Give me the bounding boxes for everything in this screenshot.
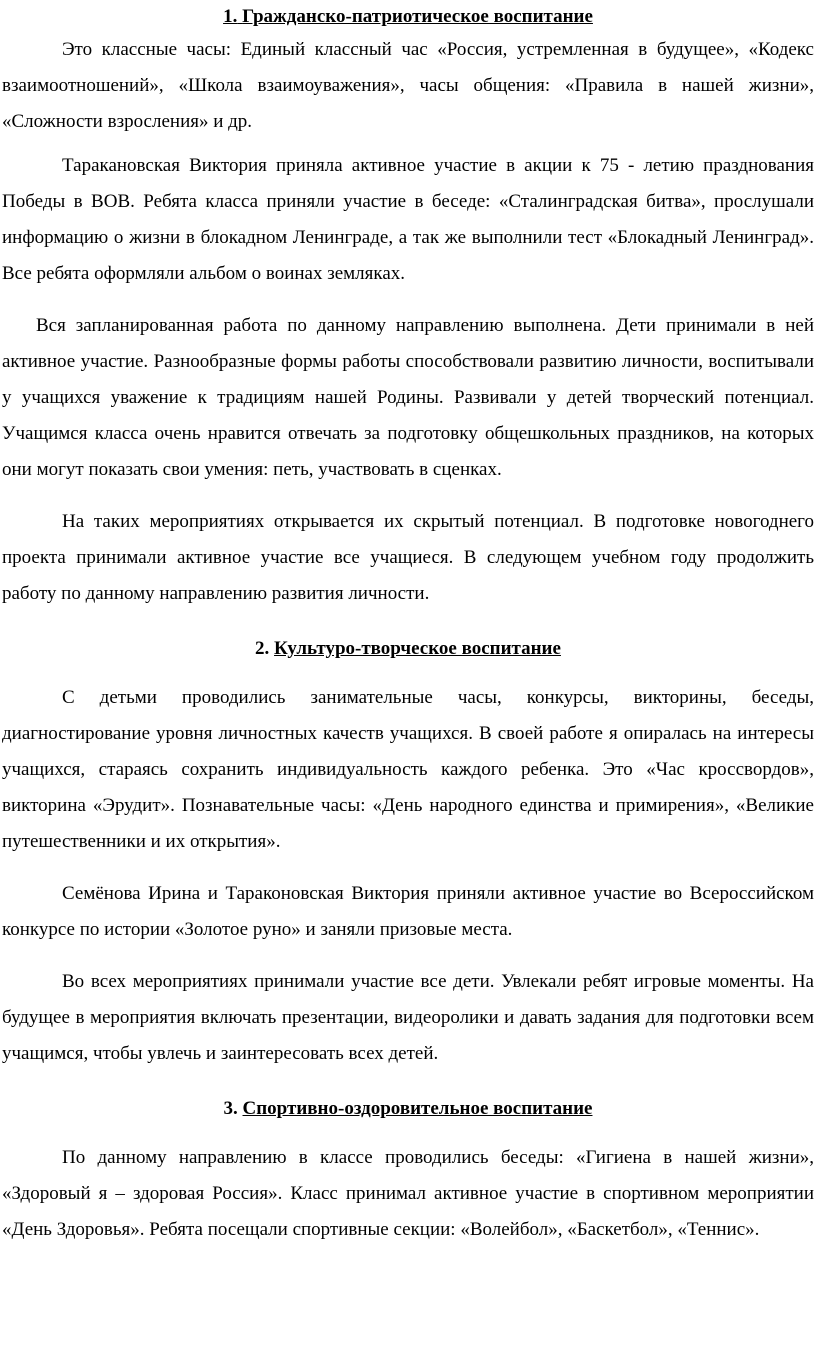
section-1-title: Гражданско-патриотическое воспитание <box>242 6 593 27</box>
section-1-paragraph-3: Вся запланированная работа по данному направлению выполнена. Дети принимали в ней активное участие. Разнообразные формы работы способствовали развитию личности, воспитывали у учащихся уважение к традициям нашей Родины. Развивали у детей творческий потенциал. Учащимся класса очень нравится отвечать за подготовку общешкольных праздников, на которых они могут показать свои умения: петь, участвовать в сценках. <box>2 315 814 480</box>
section-2-paragraph-3: Во всех мероприятиях принимали участие все дети. Увлекали ребят игровые моменты. На будущее в мероприятия включать презентации, видеоролики и давать задания для подготовки всем учащимся, чтобы увлечь и заинтересовать всех детей. <box>2 971 814 1064</box>
section-1-paragraph-2: Таракановская Виктория приняла активное участие в акции к 75 - летию празднования Победы в ВОВ. Ребята класса приняли участие в беседе: «Сталинградская битва», прослушали информацию о жизни в блокадном Ленинграде, а так же выполнили тест «Блокадный Ленинград». Все ребята оформляли альбом о воинах земляках. <box>2 155 814 284</box>
section-3-heading <box>2 1094 814 1124</box>
section-2-paragraph-1: С детьми проводились занимательные часы, конкурсы, викторины, беседы, диагностирование уровня личностных качеств учащихся. В своей работе я опиралась на интересы учащихся, стараясь сохранить индивидуальность каждого ребенка. Это «Час кроссвордов», викторина «Эрудит». Познавательные часы: «День народного единства и примирения», «Великие путешественники и их открытия». <box>2 687 814 852</box>
section-1-paragraph-4: На таких мероприятиях открывается их скрытый потенциал. В подготовке новогоднего проекта принимали активное участие все учащиеся. В следующем учебном году продолжить работу по данному направлению развития личности. <box>2 511 814 604</box>
section-2-title: Культуро-творческое воспитание <box>274 638 561 659</box>
section-2-number: 2. <box>255 638 270 659</box>
section-2-heading <box>2 634 814 664</box>
section-3-number: 3. <box>223 1098 238 1119</box>
section-3-title: Спортивно-оздоровительное воспитание <box>242 1098 593 1119</box>
section-1-heading <box>2 2 814 32</box>
section-2-paragraph-2: Семёнова Ирина и Тараконовская Виктория приняли активное участие во Всероссийском конкурсе по истории «Золотое руно» и заняли призовые места. <box>2 883 814 940</box>
section-1-paragraph-1: Это классные часы: Единый классный час «Россия, устремленная в будущее», «Кодекс взаимоотношений», «Школа взаимоуважения», часы общения: «Правила в нашей жизни», «Сложности взросления» и др. <box>2 39 814 132</box>
section-3-paragraph-1: По данному направлению в классе проводились беседы: «Гигиена в нашей жизни», «Здоровый я – здоровая Россия». Класс принимал активное участие в спортивном мероприятии «День Здоровья». Ребята посещали спортивные секции: «Волейбол», «Баскетбол», «Теннис». <box>2 1147 814 1240</box>
section-1-number: 1. <box>223 6 238 27</box>
